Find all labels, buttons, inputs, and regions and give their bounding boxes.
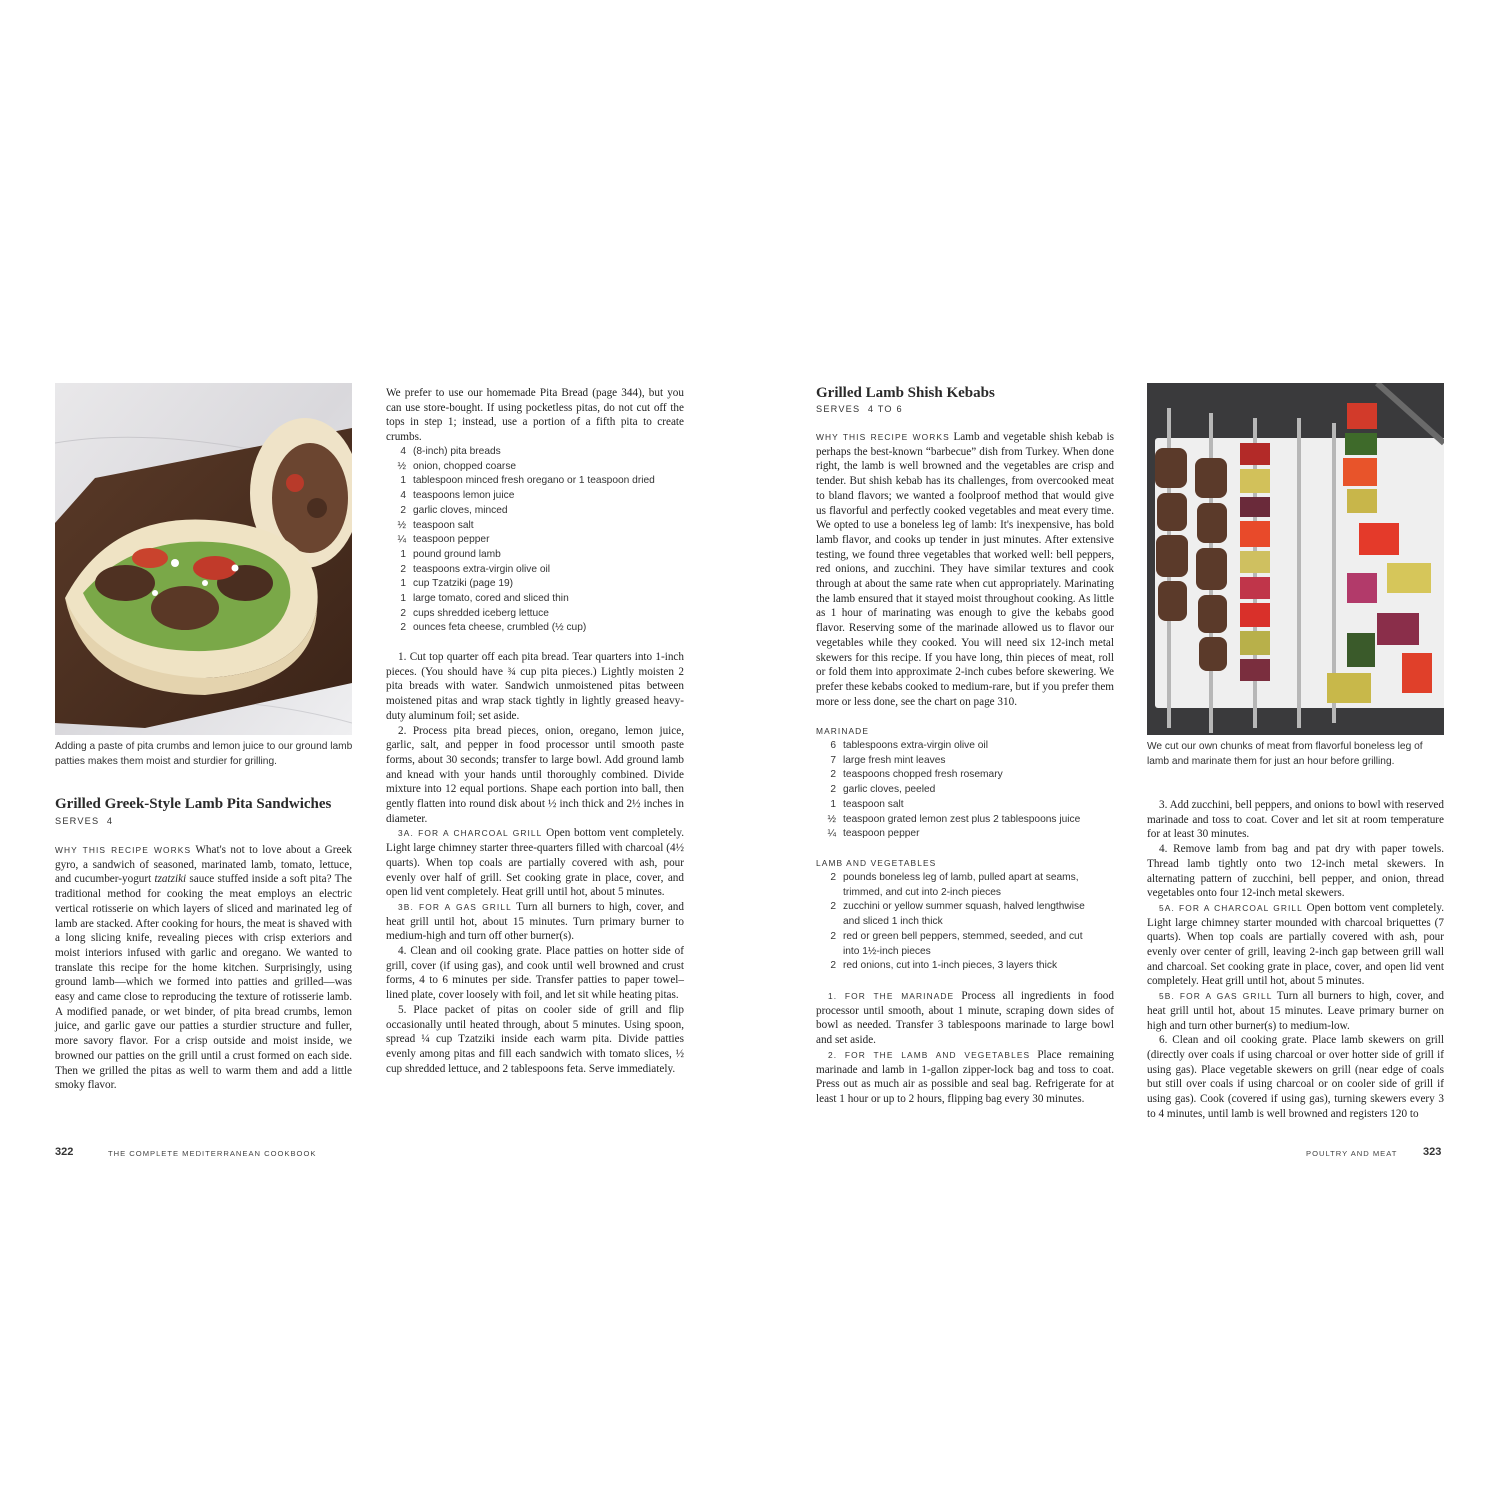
step-number: 4.	[398, 945, 407, 958]
ingredient-quantity: 1	[400, 578, 406, 590]
ingredient-quantity: 1	[400, 475, 406, 487]
ingredient-item	[386, 445, 684, 460]
ingredient-text: tablespoon minced fresh oregano or 1 teaspoon dried	[413, 475, 655, 487]
photo-caption-right: We cut our own chunks of meat from flavorful boneless leg of lamb and marinate them for just an hour before grilling.	[1147, 741, 1423, 767]
method-step	[386, 900, 684, 944]
ingredient-item	[816, 900, 1116, 929]
ingredient-quantity: ¼	[397, 534, 406, 546]
ingredient-text-continued: and sliced 1 inch thick	[843, 916, 943, 928]
ingredient-item	[816, 768, 1116, 783]
step-text: Add zucchini, bell peppers, and onions to bowl with reserved marinade and toss to coat. Cover and let sit at room temperature for at least 30 minutes.	[1147, 799, 1444, 841]
ingredient-item	[386, 474, 684, 489]
ingredient-quantity: 4	[400, 446, 406, 457]
ingredient-text: teaspoon salt	[413, 519, 474, 531]
step-label: 2. FOR THE LAMB AND VEGETABLES	[828, 1049, 1031, 1060]
method-step	[1147, 1033, 1444, 1121]
ingredient-item	[816, 754, 1116, 769]
ingredient-quantity: ½	[827, 813, 836, 825]
step-text: Process pita bread pieces, onion, oregano, lemon juice, garlic, salt, and pepper in food processor until smooth paste forms, about 30 seconds; transfer to large bowl. Add ground lamb and knead with your hands until thoroughly combined. Divide mixture into 12 equal portions. Shape each portion into ball, then gently flatten into round disk about ½ inch thick and 2½ inches in diameter.	[386, 724, 684, 825]
method-step	[1147, 989, 1444, 1033]
ingredient-text: teaspoon pepper	[843, 828, 920, 840]
ingredient-quantity: 2	[400, 622, 406, 634]
ingredient-text: red onions, cut into 1-inch pieces, 3 layers thick	[843, 960, 1058, 972]
step-number: 4.	[1159, 843, 1168, 856]
ingredient-item	[816, 798, 1116, 813]
shish-kebab-image	[1147, 383, 1444, 735]
page-number-left: 322	[55, 1146, 74, 1158]
pita-sandwich-image	[55, 383, 352, 735]
step-number: 1.	[398, 651, 407, 663]
ingredient-text: onion, chopped coarse	[413, 460, 517, 472]
ingredient-quantity: 6	[830, 740, 836, 751]
ingredient-quantity: 2	[400, 607, 406, 619]
ingredient-item	[386, 489, 684, 504]
ingredient-quantity: 2	[830, 784, 836, 796]
step-label: 3B. FOR A GAS GRILL	[398, 901, 512, 912]
ingredient-text: teaspoons lemon juice	[413, 490, 515, 502]
ingredient-item	[386, 460, 684, 475]
ingredient-item	[816, 930, 1116, 959]
ingredient-item	[386, 504, 684, 519]
ingredient-quantity: ½	[397, 460, 406, 472]
ingredient-quantity: 2	[400, 504, 406, 516]
ingredient-quantity: 1	[400, 548, 406, 560]
page-number-right: 323	[1423, 1146, 1442, 1158]
ingredient-quantity: 2	[400, 563, 406, 575]
ingredient-text: teaspoon salt	[843, 798, 904, 810]
ingredient-quantity: 4	[400, 490, 406, 502]
ingredient-item	[816, 813, 1116, 828]
method-step	[386, 724, 684, 827]
method-steps-right	[1147, 798, 1444, 1121]
ingredient-list-left	[386, 445, 684, 636]
method-step	[816, 989, 1114, 1048]
ingredient-text: garlic cloves, peeled	[843, 784, 936, 796]
shish-kebab-photo	[1147, 383, 1444, 735]
step-text: Process all ingredients in food processor until smooth, about 1 minute, scraping down sides of bowl as needed. Transfer 3 tablespoons marinade to large bowl and set aside.	[816, 990, 1114, 1047]
method-step	[1147, 901, 1444, 989]
method-step	[386, 650, 684, 724]
ingredient-text: zucchini or yellow summer squash, halved lengthwise and sliced 1 inch thick	[843, 900, 1116, 929]
ingredient-item	[816, 871, 1116, 900]
ingredient-quantity: 2	[830, 901, 836, 913]
ingredient-quantity: ½	[397, 519, 406, 531]
ingredient-quantity: 2	[830, 930, 836, 942]
recipe-title-right: Grilled Lamb Shish Kebabs	[816, 385, 995, 401]
ingredient-text-continued: into 1½-inch pieces	[843, 945, 931, 957]
recipe-intro-left: We prefer to use our homemade Pita Bread (page 344), but you can use store-bought. If using pocketless pitas, do not cut off the tops in step 1; instead, use a portion of a fifth pita to create crumbs.	[386, 387, 684, 444]
pita-sandwich-photo	[55, 383, 352, 735]
ingredient-quantity: 1	[400, 593, 406, 605]
method-step	[1147, 842, 1444, 901]
step-number: 3.	[1159, 799, 1168, 811]
running-footer-left: THE COMPLETE MEDITERRANEAN COOKBOOK	[108, 1149, 317, 1158]
method-step	[386, 1003, 684, 1077]
step-number: 5.	[398, 1003, 407, 1016]
step-text: Clean and oil cooking grate. Place lamb skewers on grill (directly over coals if using charcoal or over hotter side of grill if using gas). Place vegetable skewers on grill (near edge of coals but still over coals if using charcoal or on cooler side of grill if using gas). Cook (covered if using gas), turning skewers every 3 to 4 minutes, until lamb is well browned and registers 120 to	[1147, 1034, 1444, 1120]
step-label: 3A. FOR A CHARCOAL GRILL	[398, 828, 543, 839]
why-this-recipe-works-left: WHY THIS RECIPE WORKS What's not to love about a Greek gyro, a sandwich of seasoned, marinated lamb, tomato, lettuce, and cucumber-yogurt tzatziki sauce stuffed inside a soft pita? The traditional method for cooking the meat employs an electric vertical rotisserie on which layers of sliced and marinated leg of lamb are stacked. After cooking for hours, the meat is shaved with a long slicing knife, revealing pieces with crisp exteriors and moist interiors infused with garlic and oregano. We wanted to translate this recipe for the home kitchen. Surprisingly, using ground lamb—which we formed into patties and grilled—was easy and came close to reproducing the texture of rotisserie lamb. A modified panade, or wet binder, of pita bread crumbs, lemon juice, and garlic gave our patties a sturdier structure and fuller, more savory flavor. For a crisp outside and moist inside, we browned our patties on the grill until a crust formed on each side. Then we grilled the pitas as well to warm them and add a little smoky flavor.	[55, 844, 352, 1092]
ingredient-text: garlic cloves, minced	[413, 504, 508, 516]
ingredient-quantity: 2	[830, 872, 836, 883]
ingredient-text-continued: trimmed, and cut into 2-inch pieces	[843, 886, 1001, 898]
ingredient-item	[816, 827, 1116, 842]
marinade-subhead: MARINADE	[816, 726, 870, 736]
step-label: 5B. FOR A GAS GRILL	[1159, 991, 1273, 1002]
step-number: 2.	[398, 724, 407, 737]
ingredient-text: tablespoons extra-virgin olive oil	[843, 740, 988, 751]
serves-right: SERVES 4 TO 6	[816, 404, 903, 414]
ingredient-text: red or green bell peppers, stemmed, seeded, and cut into 1½-inch pieces	[843, 930, 1116, 959]
ingredient-quantity: 1	[830, 798, 836, 810]
step-text: Remove lamb from bag and pat dry with paper towels. Thread lamb tightly onto two 12-inch metal skewers. In alternating pattern of zucchini, bell pepper, and onion, thread vegetables onto four 12-inch metal skewers.	[1147, 843, 1445, 900]
ingredient-quantity: 2	[830, 960, 836, 972]
lamb-veg-ingredients	[816, 871, 1116, 974]
step-number: 6.	[1159, 1034, 1168, 1047]
step-text: Place packet of pitas on cooler side of grill and flip occasionally until heated through, about 5 minutes. Using spoon, spread ¼ cup Tzatziki inside each warm pita. Divide patties evenly among pitas and fill each sandwich with tomato slices, ½ cup shredded lettuce, and 2 tablespoons feta. Serve immediately.	[386, 1003, 685, 1075]
ingredient-text: ounces feta cheese, crumbled (½ cup)	[413, 622, 587, 634]
ingredient-item	[816, 959, 1116, 974]
serves-left: SERVES 4	[55, 816, 114, 826]
method-step	[386, 944, 684, 1003]
running-footer-right: POULTRY AND MEAT	[1306, 1149, 1398, 1158]
step-text: Open bottom vent completely. Light large chimney starter mounded with charcoal briquettes (7 quarts). When top coals are partially covered with ash, pour evenly over center of grill, leaving 2-inch gap between grill wall and charcoal. Set cooking grate in place, cover, and open lid vent completely. Heat grill until hot, about 5 minutes.	[1147, 901, 1445, 988]
method-step	[386, 826, 684, 900]
step-label: 1. FOR THE MARINADE	[828, 991, 955, 1001]
ingredient-text: (8-inch) pita breads	[413, 446, 501, 457]
step-text: Clean and oil cooking grate. Place patties on hotter side of grill, cover (if using gas), and cook until well browned and crust forms, 4 to 6 minutes per side. Transfer patties to paper towel–lined plate, cover loosely with foil, and let sit while heating pitas.	[386, 945, 685, 1002]
ingredient-text: teaspoons chopped fresh rosemary	[843, 769, 1003, 781]
ingredient-item	[386, 592, 684, 607]
ingredient-item	[386, 607, 684, 622]
why-this-recipe-works-right: WHY THIS RECIPE WORKS Lamb and vegetable shish kebab is perhaps the best-known “barbecue” dish from Turkey. When done right, the lamb is well browned and the vegetables are crisp and tender. But shish kebab has its challenges, from overcooked meat to bland flavors; we wanted a foolproof method that would give us flavorful and perfectly cooked vegetables and meat every time. We opted to use a boneless leg of lamb: It's inexpensive, has bold lamb flavor, and cooks up tender in just minutes. After extensive testing, we found three vegetables that worked well: bell peppers, red onions, and zucchini. They have similar textures and cook through at about the same rate when cut appropriately. Marinating the lamb ensured that it stayed moist throughout cooking. As little as 1 hour of marinating was enough to give the kebabs good flavor. Reserving some of the marinade allowed us to flavor our vegetables while they cooked. You will need six 12-inch metal skewers for this recipe. If you have long, thin pieces of meat, roll or fold them into approximate 2-inch cubes before skewering. We prefer these kebabs cooked to medium-rare, but if you prefer them more or less done, see the chart on page 310.	[816, 431, 1115, 708]
ingredient-text: teaspoons extra-virgin olive oil	[413, 563, 551, 575]
method-step	[816, 1048, 1114, 1107]
ingredient-text: pounds boneless leg of lamb, pulled apart at seams, trimmed, and cut into 2-inch pieces	[843, 871, 1116, 900]
ingredient-item	[386, 519, 684, 534]
ingredient-quantity: 7	[830, 754, 836, 766]
ingredient-text: large tomato, cored and sliced thin	[413, 593, 569, 605]
ingredient-item	[386, 533, 684, 548]
ingredient-item	[816, 739, 1116, 754]
recipe-title-left: Grilled Greek-Style Lamb Pita Sandwiches	[55, 796, 332, 812]
step-text: Turn all burners to high, cover, and heat grill until hot, about 15 minutes. Leave primary burner on high and turn other burner(s) to medium-low.	[1147, 990, 1444, 1032]
method-step	[1147, 798, 1444, 842]
step-text: Place remaining marinade and lamb in 1-gallon zipper-lock bag and toss to coat. Press out as much air as possible and seal bag. Refrigerate for at least 1 hour or up to 2 hours, flipping bag every 30 minutes.	[816, 1048, 1114, 1105]
ingredient-text: pound ground lamb	[413, 548, 501, 560]
method-steps-middle	[816, 989, 1114, 1107]
ingredient-item	[386, 548, 684, 563]
step-text: Cut top quarter off each pita bread. Tear quarters into 1-inch pieces. (You should have ¾ cup pita pieces.) Lightly moisten 2 pita breads with water. Sandwich unmoistened pitas between moistened pitas and wrap stack tightly in lightly greased heavy-duty aluminum foil; set aside.	[386, 651, 684, 722]
ingredient-text: teaspoon pepper	[413, 534, 490, 546]
ingredient-quantity: 2	[830, 769, 836, 781]
step-text: Turn all burners to high, cover, and heat grill until hot, about 15 minutes. Turn primary burner to medium-high and turn off other burner(s).	[386, 900, 684, 943]
ingredient-text: teaspoon grated lemon zest plus 2 tablespoons juice	[843, 813, 1081, 825]
lamb-veg-subhead: LAMB AND VEGETABLES	[816, 858, 937, 868]
marinade-ingredients	[816, 739, 1116, 842]
ingredient-item	[386, 621, 684, 636]
ingredient-text: cups shredded iceberg lettuce	[413, 607, 549, 619]
photo-caption-left: Adding a paste of pita crumbs and lemon juice to our ground lamb patties makes them moist and sturdier for grilling.	[55, 741, 353, 767]
step-label: 5A. FOR A CHARCOAL GRILL	[1159, 902, 1303, 913]
ingredient-quantity: ¼	[827, 828, 836, 840]
ingredient-item	[816, 783, 1116, 798]
ingredient-text: large fresh mint leaves	[843, 754, 946, 766]
ingredient-item	[386, 563, 684, 578]
ingredient-item	[386, 577, 684, 592]
ingredient-text: cup Tzatziki (page 19)	[413, 578, 514, 590]
step-text: Open bottom vent completely. Light large chimney starter three-quarters filled with charcoal (4½ quarts). When top coals are partially covered with ash, pour evenly over half of grill. Set cooking grate in place, cover, and open lid vent completely. Heat grill until hot, about 5 minutes.	[386, 827, 685, 899]
method-steps-left	[386, 650, 684, 1076]
